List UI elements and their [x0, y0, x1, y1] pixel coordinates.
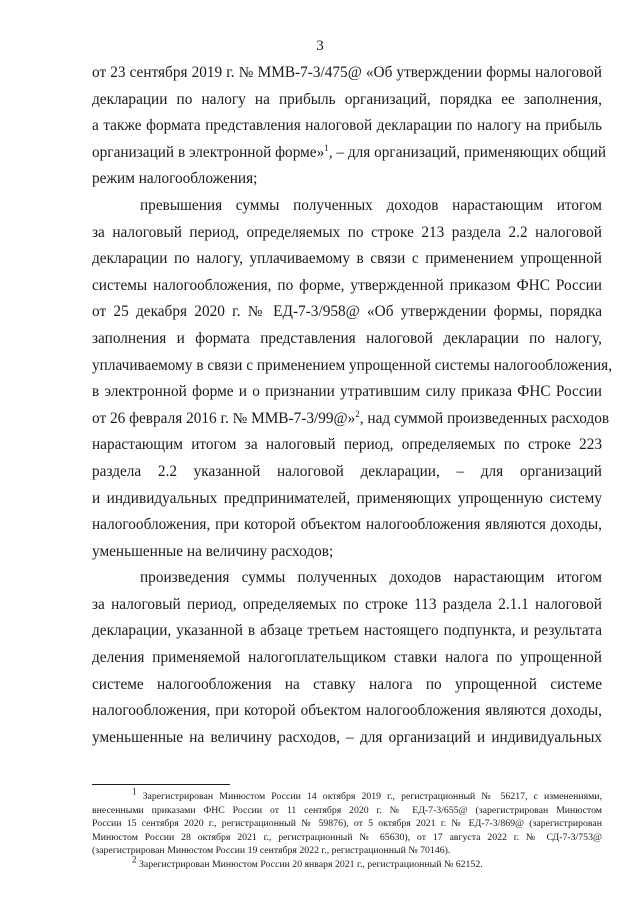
text-line-with-footnote-ref: [92, 406, 610, 433]
text-line: декларации по налогу на прибыль организаций, порядка ее заполнения,: [92, 90, 602, 108]
paragraph-first-line: произведения суммы полученных доходов нарастающим итогом: [140, 569, 602, 587]
text-line: от 23 сентября 2019 г. № ММВ-7-3/475@ «Об утверждении формы налоговой: [92, 64, 602, 81]
text-line: заполнения и формата представления налоговой декларации по налогу,: [92, 329, 602, 347]
text-line: за налоговый период, определяемых по строке 213 раздела 2.2 налоговой: [92, 223, 602, 241]
text-fragment: , над суммой произведенных расходов: [359, 409, 610, 427]
text-fragment: от 26 февраля 2016 г. № ММВ-7-3/99@»: [92, 409, 356, 427]
footnote-ref-2[interactable]: 2: [355, 408, 360, 419]
footnote-1-line: (зарегистрирован Минюстом России 19 сентября 2022 г., регистрационный № 70146).: [92, 845, 451, 857]
footnote-ref-1[interactable]: 1: [324, 142, 329, 153]
text-line: системе налогообложения на ставку налога по упрощенной системе: [92, 675, 602, 693]
text-fragment: , – для организаций, применяющих общий: [328, 143, 607, 161]
text-line: от 25 декабря 2020 г. № ЕД-7-3/958@ «Об утверждении формы, порядка: [92, 303, 602, 321]
text-line: и индивидуальных предпринимателей, применяющих упрощенную систему: [92, 489, 602, 507]
footnote-1-line: России 15 сентября 2020 г., регистрационный № 59876), от 5 октября 2021 г. № ЕД-7-3/869@ (зарегистрирован: [92, 818, 602, 830]
text-line: уменьшенные на величину расходов;: [92, 542, 334, 560]
footnote-text: Зарегистрирован Минюстом России 14 октября 2019 г., регистрационный № 56217, с изменениями,: [142, 791, 602, 802]
footnote-1-line: внесенными приказами ФНС России от 11 сентября 2020 г. № ЕД-7-3/655@ (зарегистрирован Минюстом: [92, 804, 602, 816]
text-line: налогообложения, при которой объектом налогообложения являются доходы,: [92, 516, 602, 534]
text-line: режим налогообложения;: [92, 170, 258, 188]
body-text: [92, 60, 613, 751]
text-line: декларации, указанной в абзаце третьем настоящего подпункта, и результата: [92, 622, 602, 640]
footnote-1-line: Минюстом России 28 октября 2021 г., регистрационный № 65630), от 17 августа 2022 г. № СД-7-3/753@: [92, 831, 602, 843]
text-line: уплачиваемому в связи с применением упрощенной системы налогообложения,: [92, 356, 613, 374]
text-fragment: организаций в электронной форме»: [92, 143, 325, 161]
text-line: раздела 2.2 указанной налоговой декларации, – для организаций: [92, 462, 602, 480]
text-line: а также формата представления налоговой декларации по налогу на прибыль: [92, 117, 602, 135]
text-line-with-footnote-ref: [92, 140, 607, 167]
text-line: системы налогообложения, по форме, утвержденной приказом ФНС России: [92, 276, 602, 294]
footnotes: [92, 786, 602, 872]
text-line: деления применяемой налогоплательщиком ставки налога по упрощенной: [92, 649, 602, 667]
footnote-separator: [92, 784, 230, 785]
page-number: 3: [316, 38, 324, 54]
footnote-1-line: [92, 786, 602, 804]
text-line: нарастающим итогом за налоговый период, определяемых по строке 223: [92, 436, 602, 454]
footnote-number-1: 1: [132, 786, 137, 797]
text-line: за налоговый период, определяемых по строке 113 раздела 2.1.1 налоговой: [92, 595, 602, 613]
text-line: в электронной форме и о признании утратившим силу приказа ФНС России: [92, 383, 602, 401]
text-line: налогообложения, при которой объектом налогообложения являются доходы,: [92, 702, 602, 720]
footnote-2-line: [92, 854, 602, 872]
paragraph-first-line: превышения суммы полученных доходов нарастающим итогом: [140, 196, 602, 214]
text-line: уменьшенные на величину расходов, – для организаций и индивидуальных: [92, 728, 602, 746]
footnote-number-2: 2: [132, 854, 137, 865]
footnote-text: Зарегистрирован Минюстом России 20 января 2021 г., регистрационный № 62152.: [138, 858, 483, 870]
text-line: декларации по налогу, уплачиваемому в связи с применением упрощенной: [92, 250, 602, 268]
